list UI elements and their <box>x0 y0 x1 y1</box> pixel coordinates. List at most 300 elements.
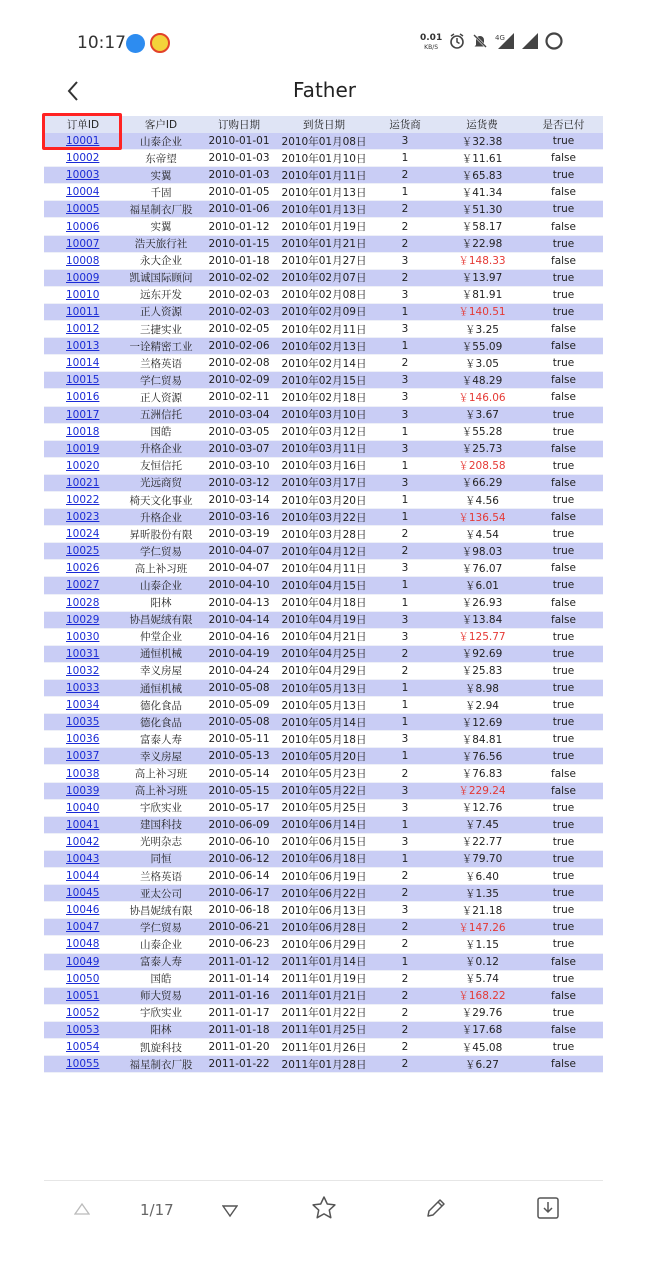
table-cell: 2010年01月10日 <box>278 150 370 167</box>
order-id-cell <box>44 338 122 355</box>
table-cell: 2010年01月08日 <box>278 133 370 150</box>
table-cell: 1 <box>370 680 440 697</box>
table-body <box>44 133 603 1073</box>
table-cell: ￥79.70 <box>440 850 524 867</box>
order-id-link[interactable]: 10023 <box>66 511 100 524</box>
order-id-link[interactable]: 10025 <box>66 545 100 558</box>
table-cell: 3 <box>370 406 440 423</box>
table-row[interactable] <box>44 235 603 252</box>
table-cell: ￥3.05 <box>440 355 524 372</box>
table-row[interactable] <box>44 252 603 269</box>
table-cell: 1 <box>370 714 440 731</box>
table-row[interactable] <box>44 338 603 355</box>
table-cell: 2 <box>370 1038 440 1055</box>
table-row[interactable] <box>44 833 603 850</box>
table-row[interactable] <box>44 611 603 628</box>
table-row[interactable] <box>44 697 603 714</box>
table-cell: ￥66.29 <box>440 474 524 491</box>
table-cell: 2 <box>370 987 440 1004</box>
table-cell: 2010-06-23 <box>200 936 278 953</box>
table-cell: 2010年05月23日 <box>278 765 370 782</box>
table-cell: 2 <box>370 662 440 679</box>
table-row[interactable] <box>44 594 603 611</box>
table-row[interactable] <box>44 816 603 833</box>
notification-app-icon-2 <box>150 33 170 53</box>
column-header[interactable]: 订单ID <box>44 116 122 133</box>
table-cell: 2011-01-12 <box>200 953 278 970</box>
next-page-button[interactable] <box>222 1203 238 1222</box>
order-id-link[interactable]: 10015 <box>66 374 100 387</box>
table-cell: 光远商贸 <box>122 474 200 491</box>
table-row[interactable] <box>44 748 603 765</box>
table-cell: 3 <box>370 782 440 799</box>
order-id-link[interactable]: 10035 <box>66 716 100 729</box>
table-cell: true <box>524 577 603 594</box>
notification-app-icon <box>126 34 145 53</box>
table-cell: 2 <box>370 919 440 936</box>
table-row[interactable] <box>44 782 603 799</box>
table-cell: 升格企业 <box>122 509 200 526</box>
table-cell: 山泰企业 <box>122 936 200 953</box>
table-row[interactable] <box>44 987 603 1004</box>
table-cell: 2010-04-13 <box>200 594 278 611</box>
table-cell: true <box>524 628 603 645</box>
table-cell: 2 <box>370 868 440 885</box>
order-id-link[interactable]: 10003 <box>66 169 100 182</box>
order-id-link[interactable]: 10036 <box>66 733 100 746</box>
order-id-link[interactable]: 10004 <box>66 186 100 199</box>
order-id-cell <box>44 970 122 987</box>
table-cell: 2010-02-11 <box>200 389 278 406</box>
table-cell: ￥25.83 <box>440 662 524 679</box>
table-cell: 2010年05月22日 <box>278 782 370 799</box>
table-cell: ￥140.51 <box>440 303 524 320</box>
table-cell: false <box>524 509 603 526</box>
order-id-link[interactable]: 10029 <box>66 613 100 626</box>
order-id-cell <box>44 885 122 902</box>
table-cell: 2010-03-04 <box>200 406 278 423</box>
table-cell: 2010-05-08 <box>200 680 278 697</box>
order-id-cell <box>44 491 122 508</box>
table-cell: 正人资源 <box>122 389 200 406</box>
table-cell: 德化食品 <box>122 697 200 714</box>
order-id-link[interactable]: 10032 <box>66 664 100 677</box>
order-id-link[interactable]: 10008 <box>66 254 100 267</box>
table-row[interactable] <box>44 953 603 970</box>
order-id-link[interactable]: 10002 <box>66 152 100 165</box>
table-cell: 福星制衣厂股 <box>122 201 200 218</box>
table-cell: true <box>524 457 603 474</box>
edit-button[interactable] <box>423 1195 449 1225</box>
signal-4g-icon <box>494 32 516 54</box>
table-row[interactable] <box>44 902 603 919</box>
table-cell: true <box>524 235 603 252</box>
table-row[interactable] <box>44 765 603 782</box>
order-id-link[interactable]: 10046 <box>66 904 100 917</box>
table-cell: false <box>524 252 603 269</box>
table-cell: true <box>524 423 603 440</box>
order-id-cell <box>44 526 122 543</box>
order-id-link[interactable]: 10019 <box>66 442 100 455</box>
table-row[interactable] <box>44 201 603 218</box>
order-id-link[interactable]: 10030 <box>66 630 100 643</box>
table-cell: 国皓 <box>122 970 200 987</box>
order-id-link[interactable]: 10044 <box>66 870 100 883</box>
order-id-cell <box>44 184 122 201</box>
table-cell: ￥22.77 <box>440 833 524 850</box>
table-row[interactable] <box>44 133 603 150</box>
order-id-link[interactable]: 10026 <box>66 562 100 575</box>
table-cell: 幸义房屋 <box>122 748 200 765</box>
table-cell: true <box>524 731 603 748</box>
table-row[interactable] <box>44 474 603 491</box>
table-row[interactable] <box>44 372 603 389</box>
table-row[interactable] <box>44 970 603 987</box>
table-cell: 2011年01月19日 <box>278 970 370 987</box>
table-cell: 2010-03-07 <box>200 440 278 457</box>
table-cell: 协昌妮绒有限 <box>122 611 200 628</box>
order-id-cell <box>44 406 122 423</box>
order-id-link[interactable]: 10020 <box>66 459 100 472</box>
table-row[interactable] <box>44 150 603 167</box>
download-button[interactable] <box>535 1195 561 1225</box>
orders-table-container[interactable] <box>44 116 603 1073</box>
table-cell: 兰格英语 <box>122 868 200 885</box>
annotation-highlight-box <box>42 113 122 150</box>
table-cell: false <box>524 987 603 1004</box>
table-cell: 2010-05-08 <box>200 714 278 731</box>
table-cell: 三捷实业 <box>122 321 200 338</box>
status-time: 10:17 <box>77 33 126 53</box>
table-cell: false <box>524 953 603 970</box>
column-header[interactable]: 是否已付 <box>524 116 603 133</box>
order-id-link[interactable]: 10033 <box>66 682 100 695</box>
table-row[interactable] <box>44 1021 603 1038</box>
table-row[interactable] <box>44 560 603 577</box>
table-row[interactable] <box>44 680 603 697</box>
order-id-link[interactable]: 10034 <box>66 699 100 712</box>
order-id-link[interactable]: 10047 <box>66 921 100 934</box>
table-cell: 1 <box>370 491 440 508</box>
order-id-link[interactable]: 10013 <box>66 340 100 353</box>
table-cell: 2010-03-19 <box>200 526 278 543</box>
table-cell: ￥229.24 <box>440 782 524 799</box>
table-cell: 2010-04-16 <box>200 628 278 645</box>
order-id-cell <box>44 594 122 611</box>
order-id-link[interactable]: 10022 <box>66 494 100 507</box>
table-cell: ￥136.54 <box>440 509 524 526</box>
table-cell: 2011-01-14 <box>200 970 278 987</box>
order-id-link[interactable]: 10054 <box>66 1041 100 1054</box>
table-cell: ￥125.77 <box>440 628 524 645</box>
table-cell: 2010年04月15日 <box>278 577 370 594</box>
column-header[interactable]: 运货费 <box>440 116 524 133</box>
table-cell: ￥13.97 <box>440 269 524 286</box>
table-cell: 2010年02月13日 <box>278 338 370 355</box>
table-cell: 2010-02-08 <box>200 355 278 372</box>
table-cell: ￥58.17 <box>440 218 524 235</box>
table-cell: ￥29.76 <box>440 1004 524 1021</box>
table-cell: 2010-05-15 <box>200 782 278 799</box>
triangle-up-icon <box>74 1202 90 1216</box>
table-row[interactable] <box>44 919 603 936</box>
order-id-cell <box>44 611 122 628</box>
order-id-link[interactable]: 10010 <box>66 288 100 301</box>
table-row[interactable] <box>44 936 603 953</box>
table-cell: 2010-02-06 <box>200 338 278 355</box>
order-id-cell <box>44 474 122 491</box>
order-id-cell <box>44 577 122 594</box>
table-cell: 2010年01月21日 <box>278 235 370 252</box>
table-cell: 2 <box>370 765 440 782</box>
table-cell: ￥26.93 <box>440 594 524 611</box>
table-cell: ￥98.03 <box>440 543 524 560</box>
table-cell: ￥21.18 <box>440 902 524 919</box>
table-row[interactable] <box>44 321 603 338</box>
table-cell: 2010-02-02 <box>200 269 278 286</box>
table-cell: ￥2.94 <box>440 697 524 714</box>
table-cell: 2010-01-15 <box>200 235 278 252</box>
order-id-link[interactable]: 10012 <box>66 323 100 336</box>
table-cell: 2010年06月15日 <box>278 833 370 850</box>
order-id-link[interactable]: 10051 <box>66 989 100 1002</box>
table-cell: false <box>524 218 603 235</box>
table-row[interactable] <box>44 577 603 594</box>
table-row[interactable] <box>44 440 603 457</box>
order-id-link[interactable]: 10011 <box>66 305 100 318</box>
order-id-link[interactable]: 10043 <box>66 852 100 865</box>
order-id-cell <box>44 389 122 406</box>
table-cell: true <box>524 543 603 560</box>
order-id-cell <box>44 1056 122 1073</box>
table-cell: 2010-03-14 <box>200 491 278 508</box>
table-cell: 2010年06月14日 <box>278 816 370 833</box>
order-id-link[interactable]: 10042 <box>66 835 100 848</box>
table-cell: 2010-06-21 <box>200 919 278 936</box>
table-row[interactable] <box>44 850 603 867</box>
table-cell: 2011年01月21日 <box>278 987 370 1004</box>
table-cell: 3 <box>370 372 440 389</box>
table-cell: 2010-02-03 <box>200 303 278 320</box>
table-cell: false <box>524 389 603 406</box>
table-cell: 3 <box>370 833 440 850</box>
table-row[interactable] <box>44 286 603 303</box>
table-cell: 2011-01-16 <box>200 987 278 1004</box>
order-id-link[interactable]: 10014 <box>66 357 100 370</box>
table-row[interactable] <box>44 218 603 235</box>
table-cell: 2010年03月10日 <box>278 406 370 423</box>
table-cell: 高上补习班 <box>122 560 200 577</box>
order-id-link[interactable]: 10041 <box>66 818 100 831</box>
table-row[interactable] <box>44 1004 603 1021</box>
table-row[interactable] <box>44 184 603 201</box>
order-id-link[interactable]: 10049 <box>66 955 100 968</box>
order-id-link[interactable]: 10009 <box>66 271 100 284</box>
table-cell: ￥17.68 <box>440 1021 524 1038</box>
order-id-cell <box>44 748 122 765</box>
table-cell: 3 <box>370 252 440 269</box>
table-row[interactable] <box>44 731 603 748</box>
table-cell: 2011-01-18 <box>200 1021 278 1038</box>
order-id-cell <box>44 662 122 679</box>
table-cell: 2010年06月29日 <box>278 936 370 953</box>
table-row[interactable] <box>44 1056 603 1073</box>
table-cell: true <box>524 133 603 150</box>
table-cell: 2010-05-09 <box>200 697 278 714</box>
order-id-cell <box>44 269 122 286</box>
order-id-cell <box>44 645 122 662</box>
table-cell: true <box>524 269 603 286</box>
network-speed <box>420 34 442 52</box>
table-cell: 2 <box>370 1021 440 1038</box>
table-cell: 一诠精密工业 <box>122 338 200 355</box>
table-cell: 2010年05月25日 <box>278 799 370 816</box>
order-id-cell <box>44 355 122 372</box>
table-row[interactable] <box>44 543 603 560</box>
table-cell: false <box>524 321 603 338</box>
column-header[interactable]: 订购日期 <box>200 116 278 133</box>
table-cell: 1 <box>370 850 440 867</box>
order-id-link[interactable]: 10006 <box>66 220 100 233</box>
table-cell: 学仁贸易 <box>122 372 200 389</box>
table-cell: 2010年06月19日 <box>278 868 370 885</box>
table-row[interactable] <box>44 628 603 645</box>
order-id-link[interactable]: 10031 <box>66 647 100 660</box>
table-cell: true <box>524 662 603 679</box>
table-row[interactable] <box>44 406 603 423</box>
table-cell: 3 <box>370 321 440 338</box>
table-cell: 2010年02月14日 <box>278 355 370 372</box>
table-row[interactable] <box>44 714 603 731</box>
table-cell: 光明杂志 <box>122 833 200 850</box>
order-id-link[interactable]: 10055 <box>66 1058 100 1071</box>
order-id-link[interactable]: 10018 <box>66 425 100 438</box>
table-cell: ￥3.67 <box>440 406 524 423</box>
order-id-cell <box>44 868 122 885</box>
alarm-icon <box>448 32 466 54</box>
table-cell: 远东开发 <box>122 286 200 303</box>
table-cell: ￥7.45 <box>440 816 524 833</box>
order-id-link[interactable]: 10048 <box>66 938 100 951</box>
table-row[interactable] <box>44 509 603 526</box>
order-id-cell <box>44 1004 122 1021</box>
table-cell: ￥4.56 <box>440 491 524 508</box>
table-cell: ￥22.98 <box>440 235 524 252</box>
order-id-cell <box>44 560 122 577</box>
table-cell: 3 <box>370 902 440 919</box>
page-indicator: 1/17 <box>140 1201 174 1219</box>
order-id-link[interactable]: 10001 <box>66 135 100 148</box>
table-row[interactable] <box>44 868 603 885</box>
order-id-cell <box>44 150 122 167</box>
order-id-link[interactable]: 10050 <box>66 972 100 985</box>
table-cell: false <box>524 1021 603 1038</box>
table-cell: 德化食品 <box>122 714 200 731</box>
table-row[interactable] <box>44 662 603 679</box>
table-row[interactable] <box>44 303 603 320</box>
status-icons <box>448 33 564 53</box>
order-id-link[interactable]: 10039 <box>66 784 100 797</box>
table-cell: 2010年01月13日 <box>278 184 370 201</box>
table-row[interactable] <box>44 269 603 286</box>
table-cell: 2010-05-13 <box>200 748 278 765</box>
order-id-cell <box>44 697 122 714</box>
order-id-link[interactable]: 10007 <box>66 237 100 250</box>
table-cell: 2010年03月20日 <box>278 491 370 508</box>
battery-icon <box>544 31 564 55</box>
order-id-link[interactable]: 10005 <box>66 203 100 216</box>
order-id-link[interactable]: 10024 <box>66 528 100 541</box>
order-id-link[interactable]: 10038 <box>66 767 100 780</box>
table-row[interactable] <box>44 645 603 662</box>
order-id-link[interactable]: 10028 <box>66 596 100 609</box>
order-id-link[interactable]: 10017 <box>66 408 100 421</box>
order-id-cell <box>44 714 122 731</box>
order-id-link[interactable]: 10016 <box>66 391 100 404</box>
column-header[interactable]: 客户ID <box>122 116 200 133</box>
table-row[interactable] <box>44 799 603 816</box>
table-cell: ￥65.83 <box>440 167 524 184</box>
table-header-row <box>44 116 603 133</box>
table-cell: ￥3.25 <box>440 321 524 338</box>
column-header[interactable]: 运货商 <box>370 116 440 133</box>
table-cell: ￥4.54 <box>440 526 524 543</box>
table-row[interactable] <box>44 389 603 406</box>
table-cell: true <box>524 970 603 987</box>
order-id-link[interactable]: 10040 <box>66 801 100 814</box>
order-id-link[interactable]: 10045 <box>66 887 100 900</box>
order-id-link[interactable]: 10052 <box>66 1006 100 1019</box>
table-cell: 2010-04-24 <box>200 662 278 679</box>
order-id-cell <box>44 457 122 474</box>
table-cell: 1 <box>370 577 440 594</box>
table-cell: 阳林 <box>122 1021 200 1038</box>
table-cell: 山泰企业 <box>122 577 200 594</box>
order-id-cell <box>44 509 122 526</box>
table-cell: 2011年01月28日 <box>278 1056 370 1073</box>
table-cell: true <box>524 491 603 508</box>
table-row[interactable] <box>44 885 603 902</box>
table-cell: 2010年04月19日 <box>278 611 370 628</box>
order-id-link[interactable]: 10037 <box>66 750 100 763</box>
table-row[interactable] <box>44 526 603 543</box>
table-cell: 1 <box>370 184 440 201</box>
table-cell: 师大贸易 <box>122 987 200 1004</box>
table-row[interactable] <box>44 1038 603 1055</box>
table-cell: 2010年01月13日 <box>278 201 370 218</box>
table-row[interactable] <box>44 491 603 508</box>
table-cell: 2010年03月28日 <box>278 526 370 543</box>
table-cell: 2010-03-16 <box>200 509 278 526</box>
order-id-link[interactable]: 10021 <box>66 476 100 489</box>
table-row[interactable] <box>44 167 603 184</box>
order-id-link[interactable]: 10027 <box>66 579 100 592</box>
table-cell: 2 <box>370 167 440 184</box>
favorite-button[interactable] <box>311 1195 337 1225</box>
table-row[interactable] <box>44 457 603 474</box>
column-header[interactable]: 到货日期 <box>278 116 370 133</box>
table-cell: 2010-06-12 <box>200 850 278 867</box>
order-id-link[interactable]: 10053 <box>66 1023 100 1036</box>
table-cell: ￥8.98 <box>440 680 524 697</box>
table-row[interactable] <box>44 355 603 372</box>
prev-page-button[interactable] <box>74 1201 90 1220</box>
table-cell: 1 <box>370 423 440 440</box>
table-cell: 学仁贸易 <box>122 919 200 936</box>
table-cell: 2011年01月25日 <box>278 1021 370 1038</box>
order-id-cell <box>44 936 122 953</box>
table-row[interactable] <box>44 423 603 440</box>
